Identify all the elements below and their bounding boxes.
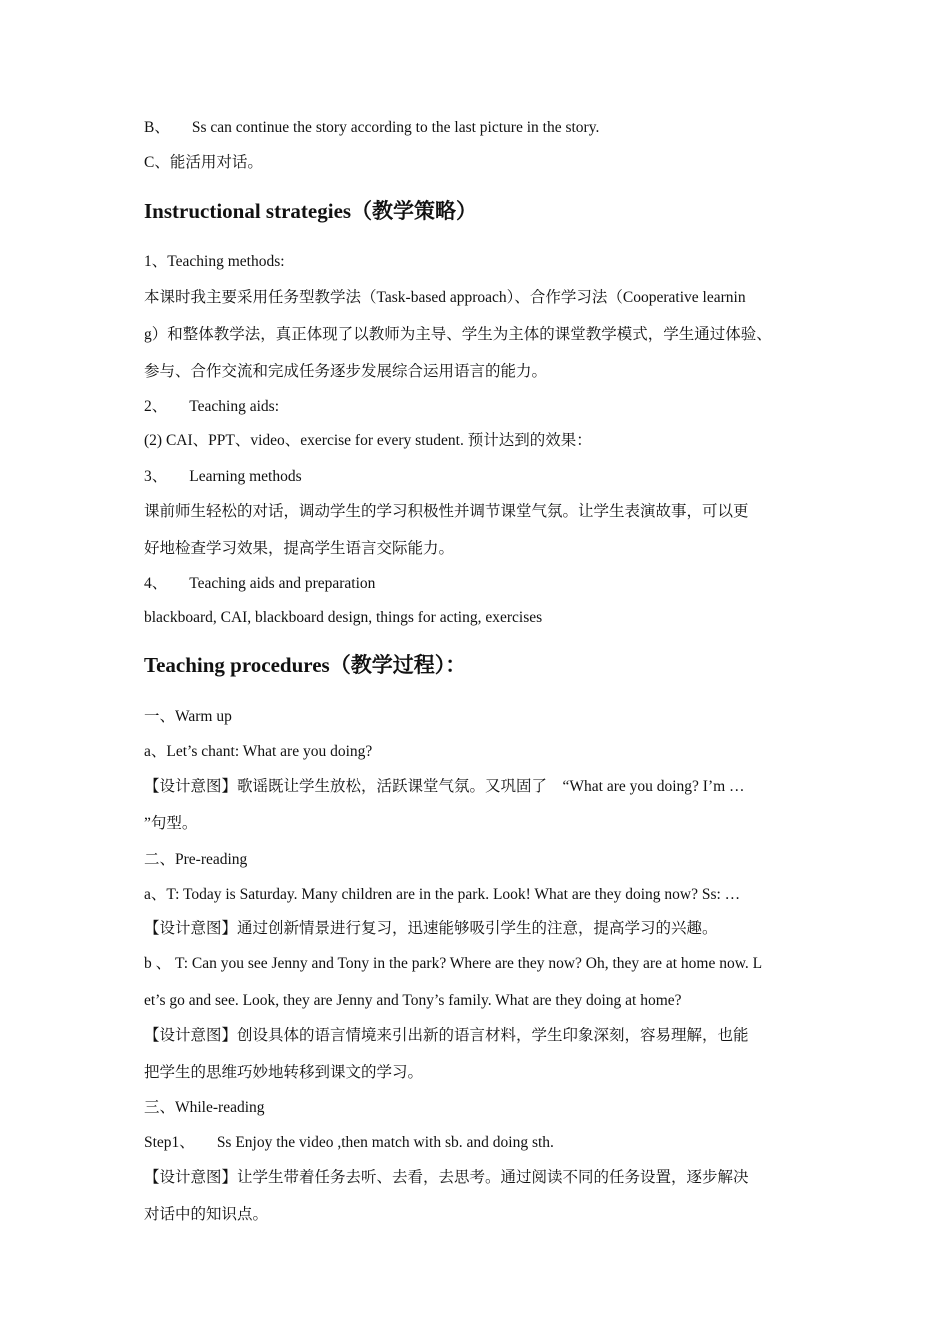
heading-teaching-procedures: Teaching procedures（教学过程）： (144, 653, 467, 677)
item-text: Ss Enjoy the video ,then match with sb. and doing sth. (216, 1134, 554, 1151)
pre-reading-b-line-2: et’s go and see. Look, they are Jenny and Tony’s family. What are they doing at home? (144, 992, 682, 1009)
learning-methods-line-1: 课前师生轻松的对话，调动学生的学习积极性并调节课堂气氛。让学生表演故事，可以更 (144, 503, 749, 520)
objective-c: C、能活用对话。 (144, 154, 263, 171)
while-reading-intent-line-1: 【设计意图】让学生带着任务去听、去看，去思考。通过阅读不同的任务设置，逐步解决 (144, 1169, 749, 1186)
pre-reading-intent-2-line-2: 把学生的思维巧妙地转移到课文的学习。 (144, 1064, 424, 1081)
while-reading-title: 三、While-reading (144, 1099, 265, 1116)
item-text: Ss can continue the story according to the last picture in the story. (191, 119, 600, 136)
warm-up-intent-line-2: ”句型。 (144, 815, 198, 832)
pre-reading-intent-2-line-1: 【设计意图】创设具体的语言情境来引出新的语言材料，学生印象深刻，容易理解，也能 (144, 1027, 749, 1044)
pre-reading-title: 二、Pre-reading (144, 851, 248, 868)
pre-reading-a: a、T: Today is Saturday. Many children are in the park. Look! What are they doing now? Ss: … (144, 886, 741, 903)
item-text: Learning methods (189, 468, 302, 485)
item-text: Teaching aids: (189, 398, 279, 415)
teaching-methods-line-2: g）和整体教学法，真正体现了以教师为主导、学生为主体的课堂教学模式，学生通过体验、 (144, 326, 772, 343)
while-reading-intent-line-2: 对话中的知识点。 (144, 1206, 269, 1223)
warm-up-intent-line-1: 【设计意图】歌谣既让学生放松，活跃课堂气氛。又巩固了 “What are you doing? I’m … (144, 778, 745, 795)
learning-methods-title (144, 467, 302, 487)
teaching-methods-line-3: 参与、合作交流和完成任务逐步发展综合运用语言的能力。 (144, 363, 548, 380)
teaching-aids-title (144, 397, 279, 417)
warm-up-title: 一、Warm up (144, 708, 232, 725)
item-label: 3、 (144, 468, 168, 485)
pre-reading-b-line-1: b 、 T: Can you see Jenny and Tony in the park? Where are they now? Oh, they are at home now. L (144, 955, 763, 972)
heading-instructional-strategies: Instructional strategies（教学策略） (144, 199, 478, 223)
objective-b (144, 118, 599, 138)
learning-methods-line-2: 好地检查学习效果，提高学生语言交际能力。 (144, 540, 455, 557)
item-label: 2、 (144, 398, 168, 415)
item-label: B、 (144, 119, 170, 136)
while-reading-step1 (144, 1133, 554, 1153)
preparation-line: blackboard, CAI, blackboard design, things for acting, exercises (144, 609, 543, 626)
pre-reading-intent-1: 【设计意图】通过创新情景进行复习，迅速能够吸引学生的注意，提高学习的兴趣。 (144, 920, 718, 937)
teaching-methods-title: 1、Teaching methods: (144, 253, 285, 270)
teaching-methods-line-1: 本课时我主要采用任务型教学法（Task-based approach）、合作学习法（Cooperative learnin (144, 289, 746, 306)
preparation-title (144, 574, 375, 594)
warm-up-a: a、Let’s chant: What are you doing? (144, 743, 373, 760)
item-label: Step1、 (144, 1134, 195, 1151)
item-text: Teaching aids and preparation (189, 575, 376, 592)
item-label: 4、 (144, 575, 168, 592)
teaching-aids-line: (2) CAI、PPT、video、exercise for every student. 预计达到的效果： (144, 432, 592, 449)
